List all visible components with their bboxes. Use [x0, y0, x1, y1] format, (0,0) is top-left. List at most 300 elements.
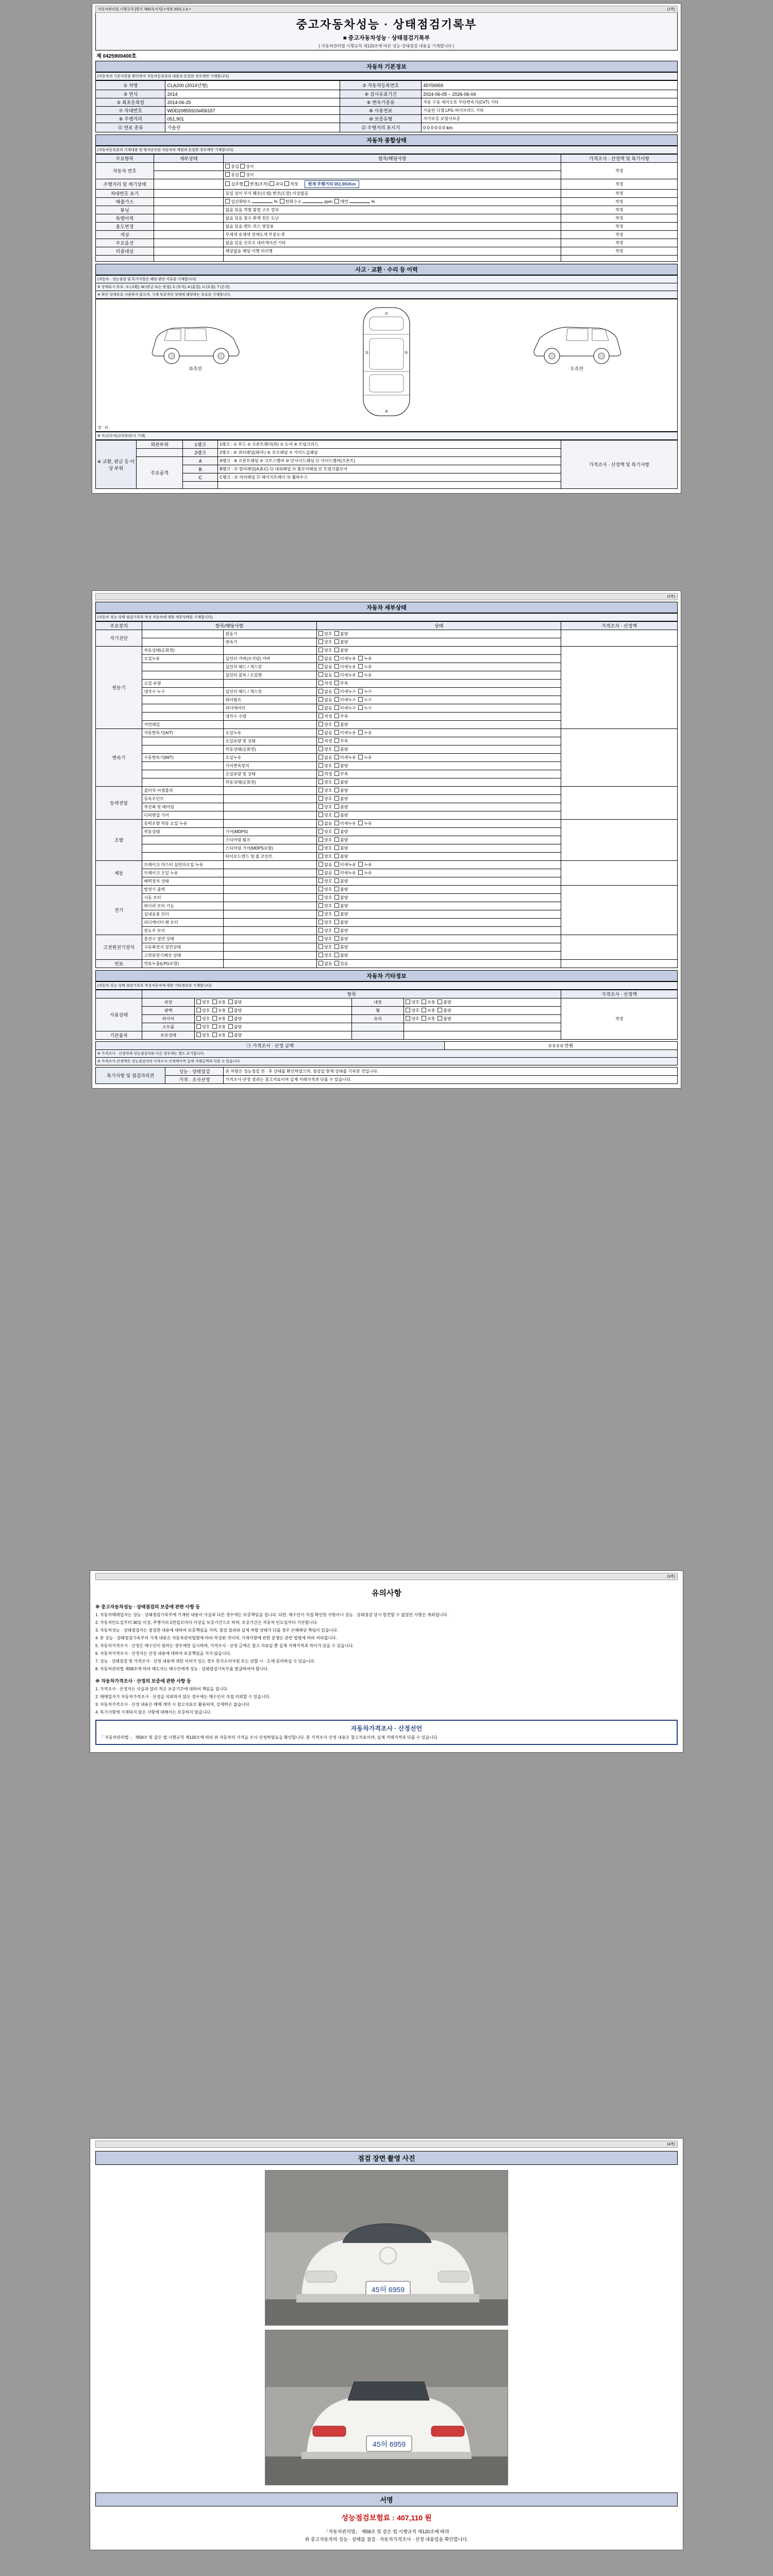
detail-group-4: 조향 — [96, 820, 142, 861]
detail-group-3: 동력전달 — [96, 787, 142, 820]
detail-row — [96, 630, 678, 638]
total-label: ㉠ 가격조사 · 산정 금액 — [96, 1042, 445, 1050]
detail-options[interactable]: 양호 불량 — [316, 647, 561, 655]
notice-title: 유의사항 — [372, 1589, 401, 1598]
detail-item — [224, 894, 317, 902]
rank-a: A — [183, 457, 218, 465]
detail-item — [224, 647, 317, 655]
fee-label: 성능점검보험료 : — [341, 2514, 395, 2522]
overall-item-3: 주행거리 및 계기상태 — [96, 179, 154, 190]
other-options-left[interactable]: 양호 보통 불량 — [194, 998, 351, 1007]
basic-label-6: ⑪ 연료 종류 — [96, 123, 165, 132]
detail-item — [224, 803, 317, 811]
remarks-key-2: 가격 · 조사산정 — [165, 1076, 224, 1084]
detail-sub: 윈도우 모터 — [142, 927, 224, 935]
section-overall-subtitle: (자동차등록증의 기재내용 및 형식승인된 자동차의 제원과 동일한 경우에만 기재합니다) — [95, 146, 678, 154]
detail-group-1: 원동기 — [96, 647, 142, 729]
document-title: 중고자동차성능 · 상태점검기록부 — [296, 18, 477, 31]
signature-title: 서명 — [95, 2493, 678, 2506]
form-header-band-2 — [95, 593, 678, 600]
overall-item-9: 색상 — [96, 231, 154, 239]
declaration-title: 자동차가격조사 · 산정선언 — [350, 1725, 423, 1732]
detail-options[interactable]: 양호 불량 — [316, 894, 561, 902]
remarks-key-1: 성능 · 상태점검 — [165, 1067, 224, 1076]
other-options-right[interactable]: 양호 보통 불량 — [404, 1007, 561, 1015]
other-options-right[interactable] — [404, 1031, 561, 1040]
other-options-right[interactable]: 양호 보통 불량 — [404, 998, 561, 1007]
detail-sub — [142, 713, 224, 721]
detail-options[interactable]: 없음 미세누유 누유 — [316, 729, 561, 737]
basic-label2-2: ④ 검사유효기간 — [340, 90, 422, 98]
section-basic-title: 자동차 기본정보 — [95, 61, 678, 72]
rank-items-5: C랭크 : ⑯ 리어패널 ⑰ 패키지트레이 ⑱ 휠하우스 — [218, 473, 561, 482]
detail-sub: 실내송풍 모터 — [142, 910, 224, 919]
detail-sub: 시동 모터 — [142, 894, 224, 902]
notice-1-item: 8. 자동차관리법 제58조에 따라 매도자는 매수인에게 성능 · 상태점검기록부를 발급하여야 합니다. — [95, 1667, 269, 1671]
basic-label-4: ⑦ 차대번호 — [96, 107, 165, 115]
detail-table-body — [96, 630, 678, 968]
car-diagram-top-view — [345, 302, 428, 421]
detail-sub — [142, 853, 224, 861]
overall-opts-6: 없음 있음 적법 불법 구조 장치 — [224, 206, 561, 214]
other-options-right[interactable]: 양호 보통 불량 — [404, 1015, 561, 1023]
remarks-value-2: 가격조사·산정 결과는 참고자료이며 실제 거래가격과 다를 수 있습니다. — [224, 1076, 678, 1084]
photo-rear — [265, 2330, 508, 2485]
overall-item-10: 주요옵션 — [96, 239, 154, 247]
legend-front: 앞 — [98, 426, 102, 430]
accident-bottom-note: ※ 사고/수리(교차부/표시 기재) — [95, 432, 678, 440]
overall-opts-5: 일산화탄소 % 탄화수소 ppm 매연 % — [224, 198, 561, 206]
photo-front-illustration — [265, 2171, 508, 2325]
detail-sub — [142, 663, 224, 671]
detail-sub: 작동상태 — [142, 828, 224, 836]
detail-sub — [142, 745, 224, 754]
detail-price — [561, 886, 678, 935]
overall-val-11: 적정 — [561, 247, 678, 256]
detail-options[interactable]: 없음 미세누유 누유 — [316, 671, 561, 680]
detail-item: 오일유량 및 상태 — [224, 770, 317, 778]
signature-foot-1: 「자동차관리법」 제58조 및 같은 법 시행규칙 제120조에 따라 — [324, 2529, 449, 2534]
page-mark-2: (2쪽) — [667, 595, 675, 599]
emission-unit-2: ppm — [324, 199, 332, 204]
detail-options[interactable]: 없음 미세누유 누유 — [316, 861, 561, 869]
record-no-label: 제 — [96, 54, 102, 59]
declaration-box — [95, 1720, 678, 1745]
basic-value2-5: 자가보증 보험사보증 — [422, 115, 678, 123]
detail-price — [561, 647, 678, 729]
detail-sub — [142, 696, 224, 704]
detail-item: 타이로드엔드 및 볼 조인트 — [224, 853, 317, 861]
parts-title: ※ 교환, 판금 등 이상 부위 — [96, 440, 137, 489]
detail-group-5: 제동 — [96, 861, 142, 886]
accident-right-col: 가격조사 · 산정액 및 특기사항 — [561, 440, 678, 489]
rank-1: 1랭크 — [183, 440, 218, 449]
accident-legend-note2: ※ 하단 상세부호 사용하지 않으며, 기재 부분적인 상태에 해당하는 부호를 기재합니다. — [95, 291, 678, 299]
detail-options[interactable]: 양호 불량 — [316, 927, 561, 935]
other-item-right — [351, 1031, 404, 1040]
form-header-band-3 — [95, 1573, 678, 1580]
detail-price — [561, 960, 678, 968]
rank-items-3: A랭크 : ⑧ 프론트패널 ⑨ 크로스멤버 ⑩ 인사이드패널 ⑪ 사이드멤버(프론트) — [218, 457, 561, 465]
detail-row — [96, 861, 678, 869]
other-item-left: 보유상태 — [142, 1031, 195, 1040]
detail-options[interactable]: 양호 불량 — [316, 762, 561, 770]
notice-1-item: 4. 본 성능 · 상태점검기록부의 기재 내용은 자동차관리법령에 따라 작성된 것이며, 기재사항에 관한 분쟁은 관련 법령에 따라 처리됩니다. — [95, 1636, 337, 1640]
detail-sub: 수동변속기(M/T) — [142, 754, 224, 762]
detail-sub: 브레이크 마스터 실린더오일 누유 — [142, 861, 224, 869]
detail-item: 원동기 — [224, 630, 317, 638]
detail-sub: 고전원전기배선 상태 — [142, 952, 224, 960]
fee-row — [95, 2513, 678, 2523]
section-basic-subtitle: (자동차의 기본사항을 확인하여 자동차등록증의 내용과 동일한 경우에만 기재합니다) — [95, 72, 678, 80]
notice-head-1: ※ 중고자동차성능 · 상태점검의 보증에 관한 사항 등 — [95, 1604, 200, 1609]
detail-sub: 연료누출(LPG포함) — [142, 960, 224, 968]
rank-c: C — [183, 473, 218, 482]
basic-info-table — [95, 80, 678, 132]
form-header-band-4 — [95, 2141, 678, 2148]
overall-item-8: 용도변경 — [96, 223, 154, 231]
other-item-right: 내장 — [351, 998, 404, 1007]
outer-label-2 — [137, 449, 183, 457]
detail-options[interactable]: 양호 불량 — [316, 919, 561, 927]
detail-sub — [142, 836, 224, 844]
accident-parts-table — [95, 440, 678, 489]
document-subtitle: ■ 중고자동차성능 · 상태점검기록부 — [343, 35, 430, 41]
spacer-2 — [98, 594, 99, 599]
total-value: 0 0 0 0 만원 — [445, 1042, 678, 1050]
detail-options[interactable]: 양호 불량 — [316, 638, 561, 647]
other-item-left: 외장 — [142, 998, 195, 1007]
basic-value-2: 2014 — [165, 90, 340, 98]
declaration-body: 「 자동차관리법 」 제58조 및 같은 법 시행규칙 제120조에 따라 위 자동차의 가격을 조사·산정하였음을 확인합니다. 본 가격조사·산정 내용은 참고자료이며, 실제 거래가격과 다를 수 있습니다. — [99, 1735, 439, 1740]
record-number-row — [95, 50, 678, 61]
notice-2-item: 3. 자동차가격조사 · 산정 내용은 매매 계약 시 참고자료로 활용되며, 강제력은 없습니다. — [95, 1702, 250, 1707]
basic-value-3: 2014-06-25 — [165, 98, 340, 107]
detail-options[interactable]: 양호 불량 — [316, 803, 561, 811]
detail-options[interactable]: 양호 불량 — [316, 853, 561, 861]
detail-sub: 추진축 및 베어링 — [142, 803, 224, 811]
overall-state-table — [95, 154, 678, 262]
basic-value-1: CLA200 (2014년형) — [165, 81, 340, 90]
basic-value2-2: 2024-06-05 ~ 2026-06-04 — [422, 90, 678, 98]
detail-options[interactable]: 양호 불량 — [316, 787, 561, 795]
notice-list-2 — [95, 1686, 678, 1716]
overall-item-5: 배출가스 — [96, 198, 154, 206]
other-item-right — [351, 1023, 404, 1031]
detail-item — [224, 886, 317, 894]
section-detail-title: 자동차 세부상태 — [95, 602, 678, 613]
detail-sub: 라디에이터 팬 모터 — [142, 919, 224, 927]
detail-sub — [142, 844, 224, 853]
detail-item — [224, 910, 317, 919]
basic-label-5: ⑨ 주행거리 — [96, 115, 165, 123]
detail-price — [561, 729, 678, 787]
detail-sub — [142, 770, 224, 778]
photo-front — [265, 2170, 508, 2326]
svg-text:③: ③ — [404, 350, 408, 355]
other-head-2: 항목 — [142, 990, 561, 998]
photos-container — [95, 2170, 678, 2485]
overall-val-8: 적정 — [561, 223, 678, 231]
basic-value-4: WDD2085591N456157 — [165, 107, 340, 115]
detail-options[interactable]: 없음 있음 — [316, 960, 561, 968]
other-options-right[interactable] — [404, 1023, 561, 1031]
detail-head-3: 상태 — [316, 622, 561, 630]
main-label: 주요골격 — [137, 457, 183, 489]
svg-text:④: ④ — [384, 409, 389, 414]
sheet-page-3 — [0, 1570, 773, 1753]
overall-detail-3 — [154, 179, 223, 190]
basic-label-1: ① 차명 — [96, 81, 165, 90]
detail-item — [224, 927, 317, 935]
detail-item: 변속기 — [224, 638, 317, 647]
detail-item: 실린더 헤드 / 개스킷 — [224, 688, 317, 696]
detail-item: 오일누유 — [224, 729, 317, 737]
overall-col-2: 세부상태 — [154, 155, 223, 163]
notice-1-item: 1. 자동차매매업자는 성능 · 상태점검기록부에 기재된 내용이 사실과 다른 경우에는 보증책임을 집니다. 다만, 매수인이 직접 확인한 사항이나 성능 · 상태점검 당시 발견할 수 없었던 사항은 제외됩니다. — [95, 1613, 448, 1617]
overall-val-5: 적정 — [561, 198, 678, 206]
overall-col-4: 가격조사 · 산정액 및 특기사항 — [561, 155, 678, 163]
detail-item — [224, 869, 317, 877]
detail-options[interactable]: 양호 불량 — [316, 877, 561, 886]
notice-1-item: 7. 성능 · 상태점검 및 가격조사 · 산정 내용에 대한 이의가 있는 경우 한국소비자원 또는 관할 시 · 도에 문의하실 수 있습니다. — [95, 1659, 315, 1664]
detail-options[interactable]: 양호 불량 — [316, 795, 561, 803]
detail-item — [224, 935, 317, 943]
other-item-right: 휠 — [351, 1007, 404, 1015]
detail-options[interactable]: 양호 불량 — [316, 910, 561, 919]
detail-options[interactable]: 양호 불량 — [316, 811, 561, 820]
overall-opts-3: 실주행 변경(조작) 과다 적정 현재 주행거리 051,901Km — [224, 179, 561, 190]
detail-item: 기어(MDPS) — [224, 828, 317, 836]
overall-detail-9 — [154, 231, 223, 239]
other-item-left: 타이어 — [142, 1015, 195, 1023]
detail-item — [224, 811, 317, 820]
detail-price — [561, 787, 678, 820]
rank-items-6 — [218, 482, 561, 489]
outer-label: 외판부위 — [137, 440, 183, 449]
detail-group-2: 변속기 — [96, 729, 142, 787]
other-note-2: ※ 가격조사·산정액은 성능점검자의 가격조사·산정액이며 실제 거래금액과 다를 수 있습니다. — [95, 1058, 678, 1065]
detail-price — [561, 935, 678, 960]
photo-front-plate-text: 45허 6959 — [371, 2285, 405, 2294]
detail-sub: 디퍼렌셜 기어 — [142, 811, 224, 820]
overall-item-12 — [96, 256, 154, 262]
sheet-page-2 — [0, 590, 773, 1089]
basic-label-3: ⑤ 최초등록일 — [96, 98, 165, 107]
document-subnote: [ 자동차관리법 시행규칙 제120조에 따른 성능·상태점검 내용을 기재합니다 ] — [318, 44, 455, 48]
detail-options[interactable]: 양호 불량 — [316, 943, 561, 952]
section-accident-subtitle: (자동차 · 성능점검 및 특기사항은 해당 관련 서류를 기재합니다) — [95, 275, 678, 283]
svg-text:②: ② — [365, 350, 369, 355]
other-price: 적정 — [561, 998, 678, 1040]
detail-options[interactable]: 양호 불량 — [316, 935, 561, 943]
rank-items-4: B랭크 : ⑫ 필러패널(A,B,C) ⑬ 대쉬패널 ⑭ 플로어패널 ⑮ 트렁크플로어 — [218, 465, 561, 473]
rank-b: B — [183, 465, 218, 473]
detail-group-6: 전기 — [96, 886, 142, 935]
detail-options[interactable]: 양호 불량 — [316, 630, 561, 638]
notice-1-item: 5. 자동차가격조사 · 산정은 매수인이 원하는 경우에만 실시하며, 가격조사 · 산정 금액은 참고 자료일 뿐 실제 거래가격과 차이가 있을 수 있습니다. — [95, 1643, 354, 1648]
detail-price — [561, 820, 678, 861]
other-group: 기본품목 — [96, 1031, 142, 1040]
emission-unit-1: % — [274, 199, 278, 204]
detail-options[interactable]: 적정 부족 — [316, 680, 561, 688]
basic-label-2: ③ 연식 — [96, 90, 165, 98]
detail-options[interactable]: 양호 불량 — [316, 745, 561, 754]
page-mark-3: (3쪽) — [667, 1575, 675, 1579]
other-note-1: ※ 가격조사 · 산정자에 성능점검자와 다른 경우에는 별도 표기합니다. — [95, 1050, 678, 1058]
detail-item: 라디에이터 — [224, 704, 317, 713]
detail-row — [96, 886, 678, 894]
detail-row — [96, 820, 678, 828]
detail-item — [224, 721, 317, 729]
detail-head-2: 항목/해당사항 — [142, 622, 317, 630]
detail-item: 실린더 블록 / 오일팬 — [224, 671, 317, 680]
detail-item: 워터펌프 — [224, 696, 317, 704]
detail-row — [96, 647, 678, 655]
overall-detail-2 — [154, 171, 223, 179]
notice-list-1 — [95, 1612, 678, 1672]
form-header-band — [95, 6, 678, 13]
section-accident-title: 사고 · 교환 · 수리 등 이력 — [95, 264, 678, 275]
other-options-left[interactable]: 양호 보통 불량 — [194, 1007, 351, 1015]
detail-item — [224, 902, 317, 910]
detail-group-8: 연료 — [96, 960, 142, 968]
other-options-left[interactable]: 양호 보통 불량 — [194, 1015, 351, 1023]
page-mark-4: (4쪽) — [667, 2143, 675, 2146]
detail-price — [561, 861, 678, 886]
detail-sub — [142, 762, 224, 770]
detail-item: 스티어링 펌프 — [224, 836, 317, 844]
section-other-subtitle: (자동차 성능·상태 점검기록부 작성자동차에 대한 기타정보를 기재합니다) — [95, 981, 678, 990]
detail-options[interactable]: 없음 미세누수 누수 — [316, 704, 561, 713]
detail-options[interactable]: 양호 불량 — [316, 836, 561, 844]
detail-options[interactable]: 없음 미세누수 누수 — [316, 688, 561, 696]
detail-options[interactable]: 없음 미세누수 누수 — [316, 696, 561, 704]
overall-val-4: 적정 — [561, 190, 678, 198]
basic-label2-3: ⑥ 변속기종류 — [340, 98, 422, 107]
detail-item — [224, 960, 317, 968]
detail-sub — [142, 778, 224, 787]
rank-2: 2랭크 — [183, 449, 218, 457]
detail-sub: 충전구 절연 상태 — [142, 935, 224, 943]
detail-options[interactable]: 양호 불량 — [316, 952, 561, 960]
overall-col-1: 주요항목 — [96, 155, 154, 163]
detail-options[interactable]: 없음 미세누유 누유 — [316, 754, 561, 762]
overall-detail-5 — [154, 198, 223, 206]
record-no-value: 0425900400호 — [103, 54, 137, 59]
svg-text:우측면: 우측면 — [570, 366, 584, 371]
detail-item — [224, 795, 317, 803]
detail-options[interactable]: 양호 불량 — [316, 828, 561, 836]
overall-detail-11 — [154, 247, 223, 256]
other-row — [96, 998, 678, 1007]
overall-detail-7 — [154, 214, 223, 223]
notice-head-2: ※ 자동차가격조사 · 산정의 보증에 관한 사항 등 — [95, 1679, 191, 1684]
detail-item: 오일유량 및 상태 — [224, 737, 317, 745]
detail-sub: 작동상태(공회전) — [142, 647, 224, 655]
car-diagram-left-side — [145, 302, 248, 380]
detail-item — [224, 680, 317, 688]
detail-options[interactable]: 양호 불량 — [316, 844, 561, 853]
detail-sub — [142, 630, 224, 638]
detail-state-table — [95, 621, 678, 968]
overall-val-7: 적정 — [561, 214, 678, 223]
detail-item: 작동상태(공회전) — [224, 745, 317, 754]
detail-group-7: 고전원전기장치 — [96, 935, 142, 960]
detail-item: 작동상태(공회전) — [224, 778, 317, 787]
detail-row — [96, 960, 678, 968]
detail-item — [224, 861, 317, 869]
remarks-table — [95, 1067, 678, 1084]
overall-item-4: 차대번호 표기 — [96, 190, 154, 198]
overall-opts-11: 해당없음 해당 이행 미이행 — [224, 247, 561, 256]
detail-options[interactable]: 양호 불량 — [316, 721, 561, 729]
detail-price — [561, 630, 678, 647]
detail-options[interactable]: 적정 부족 — [316, 713, 561, 721]
other-item-left: 소모품 — [142, 1023, 195, 1031]
other-options-left[interactable]: 양호 보통 불량 — [194, 1031, 351, 1040]
detail-options[interactable]: 없음 미세누유 누유 — [316, 869, 561, 877]
detail-options[interactable]: 없음 미세누유 누유 — [316, 663, 561, 671]
detail-item: 실린더 커버(로커암) 커버 — [224, 655, 317, 663]
notice-1-item: 3. 자동차성능 · 상태점검자는 점검한 내용에 대하여 보증책임을 지며, 점검 결과와 실제 차량 상태가 다를 경우 손해배상 책임이 있습니다. — [95, 1628, 339, 1633]
overall-detail-10 — [154, 239, 223, 247]
basic-value2-3: 자동 수동 세미오토 무단변속기(CVT) 기타 — [422, 98, 678, 107]
detail-item — [224, 943, 317, 952]
detail-options[interactable]: 없음 미세누유 누유 — [316, 655, 561, 663]
basic-value-5: 051,901 — [165, 115, 340, 123]
basic-label2-5: ⑩ 보증유형 — [340, 115, 422, 123]
overall-val-6: 적정 — [561, 206, 678, 214]
overall-opts-9: 무채색 유채색 전체도색 부분도색 — [224, 231, 561, 239]
overall-opts-10: 없음 있음 선루프 내비게이션 기타 — [224, 239, 561, 247]
overall-item-11: 리콜대상 — [96, 247, 154, 256]
detail-sub — [142, 737, 224, 745]
detail-options[interactable]: 양호 불량 — [316, 886, 561, 894]
overall-col-3: 항목/해당사항 — [224, 155, 561, 163]
page-mark-1: (1쪽) — [667, 8, 675, 11]
rank-items-2: 2랭크 : ⑤ 쿼터패널(좌/우) ⑥ 루프패널 ⑦ 사이드실패널 — [218, 449, 561, 457]
detail-item: 오일누유 — [224, 754, 317, 762]
detail-item: 냉각수 수량 — [224, 713, 317, 721]
overall-val-9: 적정 — [561, 231, 678, 239]
other-item-left: 광택 — [142, 1007, 195, 1015]
overall-item-7: 특별이력 — [96, 214, 154, 223]
other-options-left[interactable]: 양호 보통 불량 — [194, 1023, 351, 1031]
detail-options[interactable]: 적정 부족 — [316, 737, 561, 745]
detail-sub: 와이퍼 모터 기능 — [142, 902, 224, 910]
detail-sub: 등속조인트 — [142, 795, 224, 803]
detail-sub: 브레이크 오일 누유 — [142, 869, 224, 877]
notice-1-item: 2. 자동차인도일부터 30일 이상, 주행거리 2천킬로미터 이상을 보증기간으로 하며, 보증기간은 자동차 인도일부터 기산합니다. — [95, 1620, 318, 1625]
form-legal-ref: 자동차관리법 시행규칙 [별지 제82호서식] <개정 2021.1.5.> — [98, 8, 191, 11]
detail-options[interactable]: 없음 미세누유 누유 — [316, 820, 561, 828]
detail-item: 기어변속장치 — [224, 762, 317, 770]
overall-opts-7: 없음 있음 침수 화재 전손 도난 — [224, 214, 561, 223]
section-detail-subtitle: (자동차 성능·상태 점검기록부 작성 자동차에 대한 세부상태를 기재합니다) — [95, 613, 678, 621]
detail-options[interactable]: 적정 부족 — [316, 770, 561, 778]
section-overall-title: 자동차 종합상태 — [95, 134, 678, 146]
detail-options[interactable]: 양호 불량 — [316, 902, 561, 910]
mileage-readout: 현재 주행거리 051,901Km — [305, 180, 360, 188]
signature-foot-2: 위 중고자동차의 성능 · 상태를 점검 · 자동차가격조사 · 산정 내용임을 확인합니다. — [305, 2537, 468, 2542]
overall-val-1: 적정 — [561, 163, 678, 179]
emission-unit-3: % — [371, 199, 375, 204]
detail-options[interactable]: 양호 불량 — [316, 778, 561, 787]
detail-item: 실린더 헤드 / 개스킷 — [224, 663, 317, 671]
detail-sub: 오일 유량 — [142, 680, 224, 688]
detail-sub: 오일누유 — [142, 655, 224, 663]
